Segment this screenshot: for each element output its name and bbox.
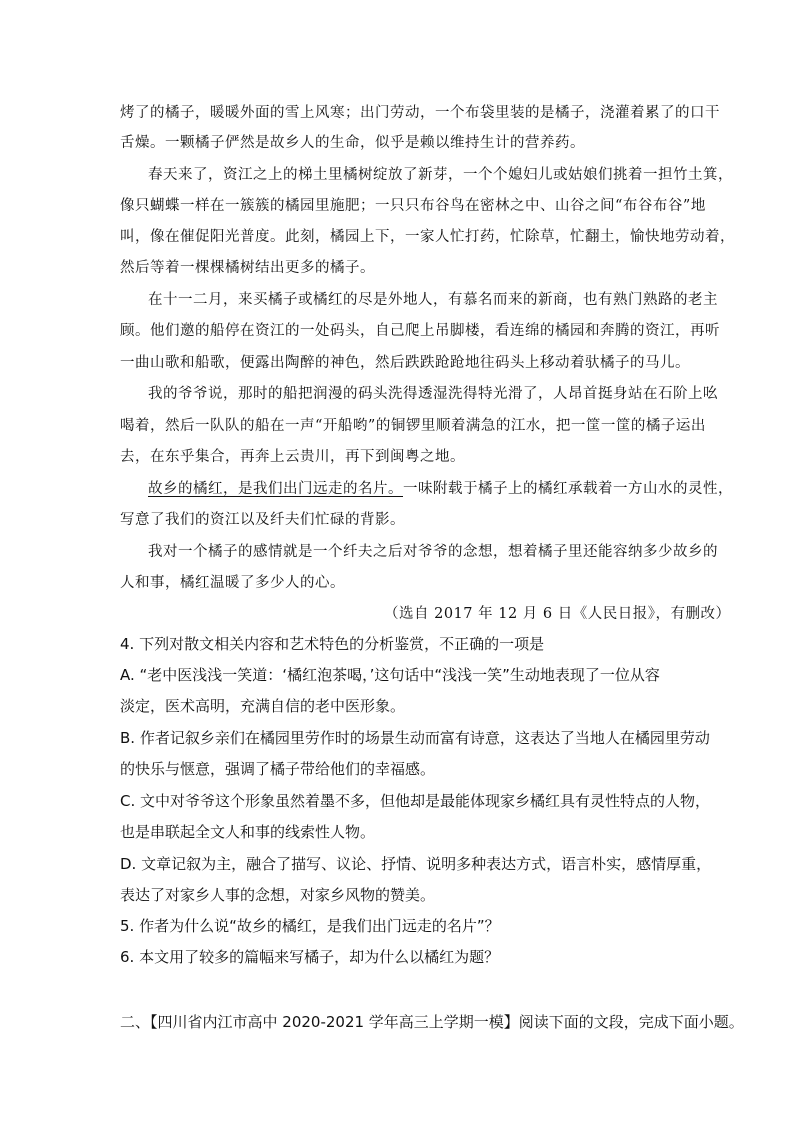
passage-line: 顾。他们邀的船停在资江的一处码头，自己爬上吊脚楼，看连绵的橘园和奔腾的资江，再听 <box>120 323 720 339</box>
passage-line: 人和事，橘红温暖了多少人的心。 <box>120 575 345 591</box>
passage-line: 在十一二月，来买橘子或橘红的尽是外地人，有慕名而来的新商，也有熟门熟路的老主 <box>148 292 718 308</box>
section-2-heading: 二、【四川省内江市高中 2020-2021 学年高三上学期一模】阅读下面的文段，完成下面小题。 <box>120 1013 744 1031</box>
source-citation: （选自 2017 年 12 月 6 日《人民日报》，有删改） <box>384 606 731 622</box>
passage-line: 我对一个橘子的感情就是一个纤夫之后对爷爷的念想，想着橘子里还能容纳多少故乡的 <box>148 544 718 560</box>
passage-line: 像只蝴蝶一样在一簇簇的橘园里施肥；一只只布谷鸟在密林之中、山谷之间“布谷布谷”地 <box>120 198 706 214</box>
question-5: 5. 作者为什么说“故乡的橘红，是我们出门远走的名片”？ <box>120 917 500 935</box>
passage-line-rest: 一味附载于橘子上的橘红承载着一方山水的灵性， <box>403 481 733 497</box>
passage-line: 喝着，然后一队队的船在一声“开船哟”的铜锣里顺着满急的江水，把一筐一筐的橘子运出 <box>120 418 706 434</box>
option-c: C. 文中对爷爷这个形象虽然着墨不多，但他却是最能体现家乡橘红具有灵性特点的人物， <box>120 792 711 810</box>
underlined-phrase: 故乡的橘红，是我们出门远走的名片。 <box>148 481 403 497</box>
passage-line: 写意了我们的资江以及纤夫们忙碌的背影。 <box>120 512 405 528</box>
option-a-cont: 淡定，医术高明，充满自信的老中医形象。 <box>120 697 406 715</box>
question-4-stem: 4. 下列对散文相关内容和艺术特色的分析鉴赏，不正确的一项是 <box>120 635 545 653</box>
option-a: A. “老中医浅浅一笑道：‘橘红泡茶喝，’这句话中“浅浅一笑”生动地表现了一位从容 <box>120 666 660 684</box>
passage-line: 然后等着一棵棵橘树结出更多的橘子。 <box>120 260 375 276</box>
passage-line: 去，在东乎集合，再奔上云贵川，再下到闽粤之地。 <box>120 449 465 465</box>
passage-line: 烤了的橘子，暖暖外面的雪上风寒；出门劳动，一个布袋里装的是橘子，浇灌着累了的口干 <box>120 105 720 121</box>
passage-line: 一曲山歌和船歌，便露出陶醉的神色，然后跌跌跄跄地往码头上移动着驮橘子的马儿。 <box>120 355 690 371</box>
option-c-cont: 也是串联起全文人和事的线索性人物。 <box>120 823 376 841</box>
passage-line: 春天来了，资江之上的梯土里橘树绽放了新芽，一个个媳妇儿或姑娘们挑着一担竹土箕， <box>148 167 733 183</box>
option-d-cont: 表达了对家乡人事的念想，对家乡风物的赞美。 <box>120 886 436 904</box>
option-b-cont: 的快乐与惬意，强调了橘子带给他们的幸福感。 <box>120 760 436 778</box>
option-b: B. 作者记叙乡亲们在橘园里劳作时的场景生动而富有诗意，这表达了当地人在橘园里劳动 <box>120 729 710 747</box>
passage-line <box>148 479 733 499</box>
passage-line: 叫，像在催促阳光普度。此刻，橘园上下，一家人忙打药，忙除草，忙翻土，愉快地劳动着， <box>120 229 735 245</box>
question-6: 6. 本文用了较多的篇幅来写橘子，却为什么以橘红为题？ <box>120 948 500 966</box>
passage-line: 舌燥。一颗橘子俨然是故乡人的生命，似乎是赖以维持生计的营养药。 <box>120 135 585 151</box>
option-d: D. 文章记叙为主，融合了描写、议论、抒情、说明多种表达方式，语言朴实，感情厚重， <box>120 855 712 873</box>
passage-line: 我的爷爷说，那时的船把润漫的码头洗得透湿洗得特光滑了，人昂首挺身站在石阶上吆 <box>148 386 718 402</box>
